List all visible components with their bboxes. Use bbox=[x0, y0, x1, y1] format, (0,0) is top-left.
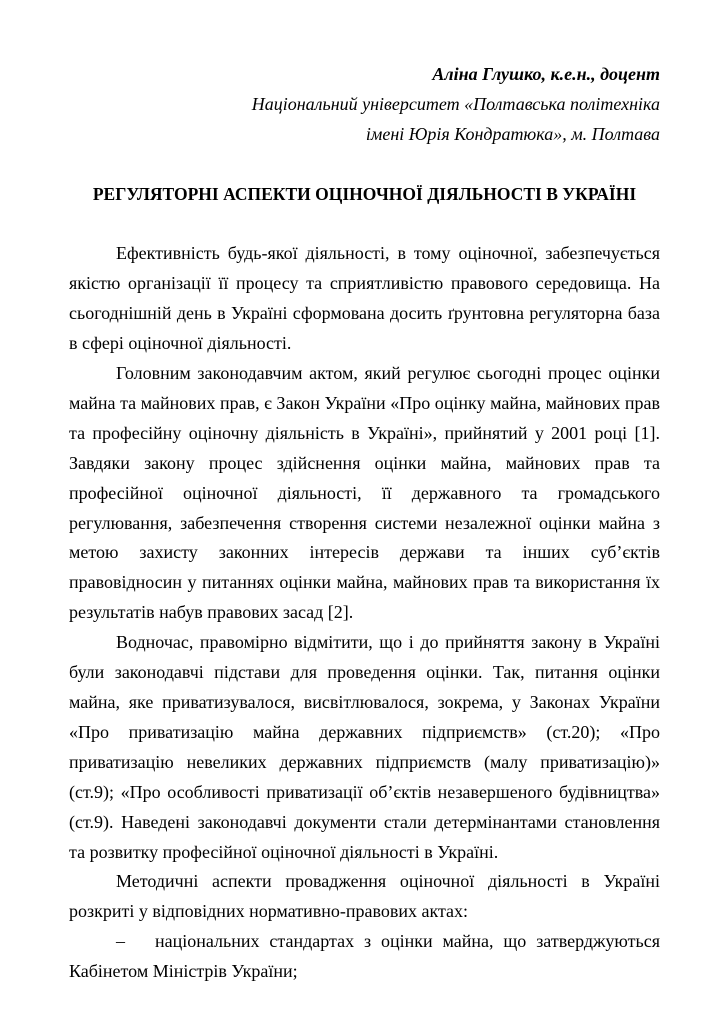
author-affiliation-line-2: імені Юрія Кондратюка», м. Полтава bbox=[365, 123, 660, 144]
author-name: Аліна Глушко, к.е.н., доцент bbox=[432, 64, 660, 84]
blank-line bbox=[69, 210, 660, 240]
paragraph-main-law: Головним законодавчим актом, який регулює сьогодні процес оцінки майна та майнових прав, є Закон України «Про оцінку майна, майнових прав та професійну оціночну діяльність в Україні», прийнятий у 2001 році [1]. Завдяки закону процес здійснення оцінки майна, майнових прав та професійної оціночної діяльності, її державного та громадського регулювання, забезпечення створення системи незалежної оцінки майна з метою захисту законних інтересів держави та інших суб’єктів правовідносин у питаннях оцінки майна, майнових прав та використання їх результатів набув правових засад [2]. bbox=[69, 363, 660, 623]
blank-line bbox=[69, 150, 660, 180]
author-block bbox=[69, 60, 660, 150]
paragraph-pre-law-basis: Водночас, правомірно відмітити, що і до прийняття закону в Україні були законодавчі підстави для проведення оцінки. Так, питання оцінки майна, яке приватизувалося, висвітлювалося, зокрема, у Законах України «Про приватизацію майна державних підприємств» (ст.20); «Про приватизацію невеликих державних підприємств (малу приватизацію)» (ст.9); «Про особливості приватизації об’єктів незавершеного будівництва» (ст.9). Наведені законодавчі документи стали детермінантами становлення та розвитку професійної оціночної діяльності в Україні. bbox=[69, 632, 660, 862]
list-item-text: національних стандартах з оцінки майна, що затверджуються Кабінетом Міністрів України; bbox=[69, 931, 660, 982]
list-item-national-standards bbox=[69, 927, 660, 987]
paragraph-effectiveness: Ефективність будь-якої діяльності, в тому оціночної, забезпечується якістю організації її процесу та сприятливістю правового середовища. На сьогоднішній день в Україні сформована досить ґрунтовна регуляторна база в сфері оціночної діяльності. bbox=[69, 243, 660, 354]
paragraph-methodical-aspects: Методичні аспекти провадження оціночної діяльності в Україні розкриті у відповідних нормативно-правових актах: bbox=[69, 871, 660, 922]
list-item-dash: – bbox=[116, 931, 125, 952]
article-title: РЕГУЛЯТОРНІ АСПЕКТИ ОЦІНОЧНОЇ ДІЯЛЬНОСТІ В УКРАЇНІ bbox=[92, 183, 637, 204]
author-affiliation-line-1: Національний університет «Полтавська політехніка bbox=[251, 93, 660, 114]
